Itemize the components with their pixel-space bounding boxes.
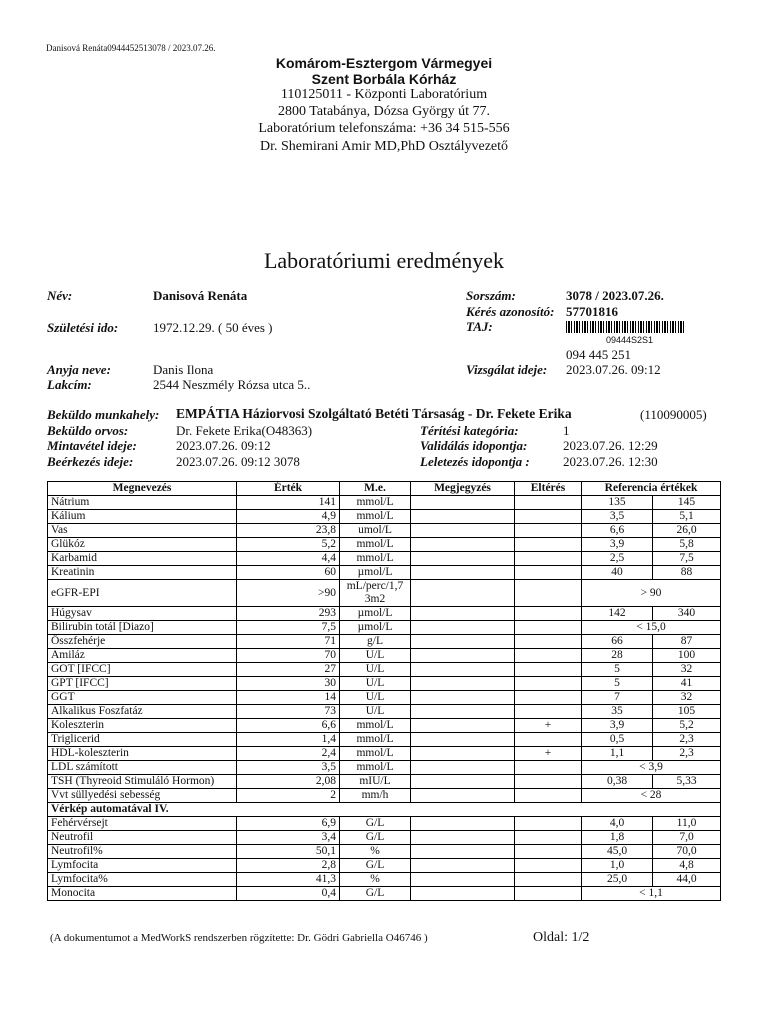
cell-deviation [515, 538, 582, 552]
cell-note [411, 635, 515, 649]
cell-name: GOT [IFCC] [48, 663, 237, 677]
cell-name: Nátrium [48, 496, 237, 510]
sample-time: 2023.07.26. 09:12 [176, 438, 271, 453]
table-row [48, 566, 721, 580]
cell-name: Triglicerid [48, 733, 237, 747]
unit-text: G/L [365, 859, 385, 871]
cell-value: 70 [237, 649, 340, 663]
col-value-header: Érték [237, 482, 340, 496]
unit-text: µmol/L [357, 566, 393, 578]
cell-value: 2,08 [237, 775, 340, 789]
cell-unit [340, 691, 411, 705]
cell-note [411, 496, 515, 510]
cell-deviation [515, 580, 582, 607]
cell-note [411, 859, 515, 873]
cell-reference-high: 4,8 [653, 859, 721, 873]
cell-unit [340, 747, 411, 761]
col-name-header: Megnevezés [48, 482, 237, 496]
cell-reference-low: 1,1 [582, 747, 653, 761]
cell-note [411, 705, 515, 719]
cell-reference-high: 41 [653, 677, 721, 691]
cell-note [411, 649, 515, 663]
cell-value: 30 [237, 677, 340, 691]
cell-reference-low: 3,5 [582, 510, 653, 524]
fee-label: Térítési kategória: [420, 423, 519, 438]
cell-deviation [515, 649, 582, 663]
unit-text: umol/L [358, 524, 392, 536]
cell-reference-high: 70,0 [653, 845, 721, 859]
cell-note [411, 621, 515, 635]
cell-name: Alkalikus Foszfatáz [48, 705, 237, 719]
cell-value: 6,6 [237, 719, 340, 733]
unit-text: mmol/L [356, 510, 394, 522]
workplace-name: EMPÁTIA Háziorvosi Szolgáltató Betéti Társaság - Dr. Fekete Erika [176, 406, 572, 421]
table-row [48, 510, 721, 524]
unit-text: g/L [367, 635, 383, 647]
cell-reference-high: 2,3 [653, 747, 721, 761]
address-label: Lakcím: [47, 377, 92, 392]
document-header-line: Danisová Renáta0944452513078 / 2023.07.26. [46, 43, 216, 53]
cell-deviation [515, 817, 582, 831]
cell-value: 14 [237, 691, 340, 705]
unit-text: G/L [365, 817, 385, 829]
unit-text: mm/h [361, 789, 389, 801]
exam-time: 2023.07.26. 09:12 [566, 362, 661, 377]
table-row [48, 649, 721, 663]
table-row [48, 663, 721, 677]
table-row [48, 817, 721, 831]
cell-reference-low: 6,6 [582, 524, 653, 538]
cell-name: HDL-koleszterin [48, 747, 237, 761]
unit-text: U/L [365, 649, 385, 661]
sample-label: Mintavétel ideje: [47, 438, 137, 453]
cell-deviation [515, 733, 582, 747]
table-row [48, 496, 721, 510]
exam-label: Vizsgálat ideje: [466, 362, 548, 377]
cell-reference-high: 5,1 [653, 510, 721, 524]
cell-name: Lymfocita [48, 859, 237, 873]
cell-unit [340, 663, 411, 677]
hospital-name-line2: Szent Borbála Kórház [311, 71, 457, 87]
table-row [48, 747, 721, 761]
cell-value: 27 [237, 663, 340, 677]
cell-reference-high: 2,3 [653, 733, 721, 747]
cell-name: Lymfocita% [48, 873, 237, 887]
cell-note [411, 733, 515, 747]
cell-value: 7,5 [237, 621, 340, 635]
table-row [48, 719, 721, 733]
validation-label: Validálás idopontja: [420, 438, 528, 453]
cell-note [411, 873, 515, 887]
cell-reference: < 1,1 [582, 887, 721, 901]
table-row [48, 873, 721, 887]
cell-reference-low: 5 [582, 663, 653, 677]
validation-time: 2023.07.26. 12:29 [563, 438, 658, 453]
unit-text: U/L [365, 663, 385, 675]
birth-label: Születési ido: [47, 320, 119, 335]
footer-note: (A dokumentumot a MedWorkS rendszerben rögzítette: Dr. Gödri Gabriella O46746 ) [50, 932, 428, 944]
cell-value: 2,4 [237, 747, 340, 761]
cell-reference-low: 40 [582, 566, 653, 580]
cell-unit [340, 635, 411, 649]
col-unit-header: M.e. [340, 482, 411, 496]
cell-note [411, 761, 515, 775]
cell-note [411, 775, 515, 789]
cell-reference-low: 66 [582, 635, 653, 649]
cell-unit [340, 607, 411, 621]
cell-reference-low: 1,0 [582, 859, 653, 873]
cell-value: 71 [237, 635, 340, 649]
table-row [48, 761, 721, 775]
cell-value: 2 [237, 789, 340, 803]
lab-phone: Laboratórium telefonszáma: +36 34 515-556 [258, 121, 510, 136]
cell-name: Neutrofil [48, 831, 237, 845]
cell-name: Kálium [48, 510, 237, 524]
cell-reference-high: 44,0 [653, 873, 721, 887]
cell-name: GGT [48, 691, 237, 705]
cell-deviation [515, 845, 582, 859]
serial-label: Sorszám: [466, 288, 516, 303]
cell-value: 50,1 [237, 845, 340, 859]
cell-note [411, 552, 515, 566]
unit-text: µmol/L [357, 621, 393, 633]
cell-value: 41,3 [237, 873, 340, 887]
cell-reference-high: 5,8 [653, 538, 721, 552]
cell-reference-high: 88 [653, 566, 721, 580]
doctor-name: Dr. Fekete Erika(O48363) [176, 423, 313, 438]
cell-name: Karbamid [48, 552, 237, 566]
cell-unit [340, 733, 411, 747]
cell-reference-high: 7,5 [653, 552, 721, 566]
cell-value: 4,4 [237, 552, 340, 566]
cell-deviation [515, 691, 582, 705]
cell-reference-low: 135 [582, 496, 653, 510]
cell-reference: > 90 [582, 580, 721, 607]
cell-reference-high: 5,2 [653, 719, 721, 733]
cell-unit [340, 845, 411, 859]
cell-reference-low: 4,0 [582, 817, 653, 831]
department-head: Dr. Shemirani Amir MD,PhD Osztályvezető [259, 139, 509, 154]
cell-name: Neutrofil% [48, 845, 237, 859]
section-title: Vérkép automatával IV. [48, 803, 721, 817]
cell-reference-high: 5,33 [653, 775, 721, 789]
cell-unit [340, 831, 411, 845]
cell-name: Amiláz [48, 649, 237, 663]
cell-reference-high: 100 [653, 649, 721, 663]
doctor-label: Beküldo orvos: [47, 423, 129, 438]
cell-unit [340, 677, 411, 691]
table-row [48, 705, 721, 719]
unit-text: mmol/L [356, 552, 394, 564]
cell-unit [340, 566, 411, 580]
cell-note [411, 524, 515, 538]
cell-name: TSH (Thyreoid Stimuláló Hormon) [48, 775, 237, 789]
cell-note [411, 719, 515, 733]
cell-reference-low: 3,9 [582, 538, 653, 552]
cell-note [411, 691, 515, 705]
cell-name: Vas [48, 524, 237, 538]
fee-category: 1 [563, 423, 570, 438]
cell-deviation [515, 677, 582, 691]
cell-deviation: + [515, 747, 582, 761]
cell-unit [340, 887, 411, 901]
table-row [48, 621, 721, 635]
table-row [48, 538, 721, 552]
hospital-name-line1: Komárom-Esztergom Vármegyei [275, 55, 493, 71]
cell-deviation: + [515, 719, 582, 733]
request-id: 57701816 [566, 304, 618, 319]
patient-name: Danisová Renáta [153, 288, 248, 303]
cell-name: Vvt süllyedési sebesség [48, 789, 237, 803]
patient-mother: Danis Ilona [153, 362, 214, 377]
cell-deviation [515, 663, 582, 677]
table-row [48, 831, 721, 845]
cell-unit [340, 761, 411, 775]
cell-name: Kreatinin [48, 566, 237, 580]
cell-reference-high: 7,0 [653, 831, 721, 845]
cell-value: 0,4 [237, 887, 340, 901]
unit-text: G/L [365, 887, 385, 899]
cell-unit [340, 524, 411, 538]
cell-deviation [515, 566, 582, 580]
cell-name: Összfehérje [48, 635, 237, 649]
col-deviation-header: Eltérés [515, 482, 582, 496]
report-label: Leletezés idopontja : [420, 454, 530, 469]
cell-reference-low: 35 [582, 705, 653, 719]
cell-deviation [515, 510, 582, 524]
cell-deviation [515, 607, 582, 621]
table-row [48, 775, 721, 789]
taj-number: 094 445 251 [566, 347, 631, 362]
cell-reference-low: 2,5 [582, 552, 653, 566]
workplace-code: (110090005) [640, 407, 707, 422]
cell-value: 4,9 [237, 510, 340, 524]
barcode-text: 09444S2S1 [606, 335, 654, 345]
cell-note [411, 845, 515, 859]
unit-text: mmol/L [356, 719, 394, 731]
cell-reference-high: 32 [653, 691, 721, 705]
table-row [48, 524, 721, 538]
table-row [48, 691, 721, 705]
cell-value: 73 [237, 705, 340, 719]
table-row [48, 789, 721, 803]
cell-unit [340, 775, 411, 789]
cell-note [411, 887, 515, 901]
unit-text: mL/perc/1,7 [346, 580, 404, 592]
cell-reference: < 15,0 [582, 621, 721, 635]
cell-reference-low: 0,38 [582, 775, 653, 789]
table-row [48, 635, 721, 649]
cell-reference-high: 340 [653, 607, 721, 621]
cell-value: 60 [237, 566, 340, 580]
unit-text: mmol/L [356, 538, 394, 550]
cell-name: Koleszterin [48, 719, 237, 733]
unit-text: U/L [365, 691, 385, 703]
cell-reference-low: 0,5 [582, 733, 653, 747]
cell-value: 23,8 [237, 524, 340, 538]
cell-unit [340, 789, 411, 803]
cell-reference-high: 105 [653, 705, 721, 719]
cell-name: eGFR-EPI [48, 580, 237, 607]
unit-text: % [370, 873, 380, 885]
cell-deviation [515, 635, 582, 649]
unit-text: U/L [365, 677, 385, 689]
cell-reference-high: 32 [653, 663, 721, 677]
unit-text: mmol/L [356, 496, 394, 508]
cell-deviation [515, 761, 582, 775]
cell-unit [340, 580, 411, 607]
cell-note [411, 789, 515, 803]
unit-text: U/L [365, 705, 385, 717]
cell-reference-low: 142 [582, 607, 653, 621]
cell-unit [340, 719, 411, 733]
arrival-time: 2023.07.26. 09:12 3078 [176, 454, 300, 469]
cell-deviation [515, 859, 582, 873]
cell-name: Fehérvérsejt [48, 817, 237, 831]
cell-unit [340, 817, 411, 831]
cell-value: 293 [237, 607, 340, 621]
cell-value: 6,9 [237, 817, 340, 831]
request-label: Kérés azonosító: [466, 304, 555, 319]
cell-deviation [515, 621, 582, 635]
cell-note [411, 817, 515, 831]
cell-reference-low: 28 [582, 649, 653, 663]
unit-text: mmol/L [356, 747, 394, 759]
workplace-label: Beküldo munkahely: [47, 407, 160, 422]
cell-deviation [515, 831, 582, 845]
cell-reference: < 3,9 [582, 761, 721, 775]
cell-note [411, 566, 515, 580]
lab-address: 2800 Tatabánya, Dózsa György út 77. [278, 104, 490, 119]
cell-value: >90 [237, 580, 340, 607]
table-row [48, 859, 721, 873]
page-title: Laboratóriumi eredmények [263, 248, 505, 273]
patient-birth: 1972.12.29. ( 50 éves ) [153, 320, 273, 335]
cell-value: 2,8 [237, 859, 340, 873]
cell-note [411, 538, 515, 552]
cell-unit [340, 552, 411, 566]
cell-deviation [515, 887, 582, 901]
cell-unit [340, 510, 411, 524]
table-row [48, 677, 721, 691]
unit-text: mIU/L [359, 775, 391, 787]
cell-deviation [515, 873, 582, 887]
cell-reference-low: 3,9 [582, 719, 653, 733]
col-reference-header: Referencia értékek [582, 482, 721, 496]
cell-reference-low: 1,8 [582, 831, 653, 845]
cell-value: 141 [237, 496, 340, 510]
cell-name: Monocita [48, 887, 237, 901]
table-row [48, 552, 721, 566]
barcode [566, 321, 686, 333]
report-time: 2023.07.26. 12:30 [563, 454, 658, 469]
patient-address: 2544 Neszmély Rózsa utca 5.. [153, 377, 311, 392]
cell-unit [340, 705, 411, 719]
cell-deviation [515, 775, 582, 789]
taj-label: TAJ: [466, 319, 493, 334]
section-row [48, 803, 721, 817]
results-table [47, 481, 721, 901]
unit-text: mmol/L [356, 733, 394, 745]
cell-reference-low: 7 [582, 691, 653, 705]
cell-reference: < 28 [582, 789, 721, 803]
unit-text: % [370, 845, 380, 857]
cell-name: Bilirubin totál [Diazo] [48, 621, 237, 635]
cell-note [411, 663, 515, 677]
cell-note [411, 677, 515, 691]
cell-deviation [515, 552, 582, 566]
mother-label: Anyja neve: [47, 362, 111, 377]
unit-text-line2: 3m2 [364, 593, 386, 605]
cell-unit [340, 538, 411, 552]
cell-reference-high: 26,0 [653, 524, 721, 538]
cell-note [411, 747, 515, 761]
cell-value: 1,4 [237, 733, 340, 747]
table-row [48, 607, 721, 621]
page-number: Oldal: 1/2 [533, 930, 590, 945]
table-row [48, 580, 721, 607]
cell-reference-high: 11,0 [653, 817, 721, 831]
cell-name: GPT [IFCC] [48, 677, 237, 691]
table-row [48, 845, 721, 859]
table-row [48, 733, 721, 747]
cell-unit [340, 621, 411, 635]
cell-note [411, 510, 515, 524]
unit-text: µmol/L [357, 607, 393, 619]
cell-unit [340, 859, 411, 873]
cell-value: 5,2 [237, 538, 340, 552]
cell-reference-low: 45,0 [582, 845, 653, 859]
cell-note [411, 607, 515, 621]
results-body [48, 496, 721, 901]
cell-name: Glükóz [48, 538, 237, 552]
name-label: Név: [47, 288, 73, 303]
cell-note [411, 831, 515, 845]
cell-deviation [515, 789, 582, 803]
lab-name: 110125011 - Központi Laboratórium [280, 87, 488, 102]
cell-deviation [515, 524, 582, 538]
cell-unit [340, 496, 411, 510]
cell-name: Húgysav [48, 607, 237, 621]
cell-unit [340, 873, 411, 887]
cell-note [411, 580, 515, 607]
table-row [48, 887, 721, 901]
cell-value: 3,5 [237, 761, 340, 775]
cell-reference-high: 87 [653, 635, 721, 649]
unit-text: G/L [365, 831, 385, 843]
col-note-header: Megjegyzés [411, 482, 515, 496]
serial-value: 3078 / 2023.07.26. [566, 288, 664, 303]
cell-value: 3,4 [237, 831, 340, 845]
arrival-label: Beérkezés ideje: [47, 454, 134, 469]
unit-text: mmol/L [356, 761, 394, 773]
cell-name: LDL számított [48, 761, 237, 775]
cell-deviation [515, 705, 582, 719]
cell-reference-low: 5 [582, 677, 653, 691]
cell-unit [340, 649, 411, 663]
cell-reference-low: 25,0 [582, 873, 653, 887]
cell-reference-high: 145 [653, 496, 721, 510]
cell-deviation [515, 496, 582, 510]
table-header-row [48, 482, 721, 496]
